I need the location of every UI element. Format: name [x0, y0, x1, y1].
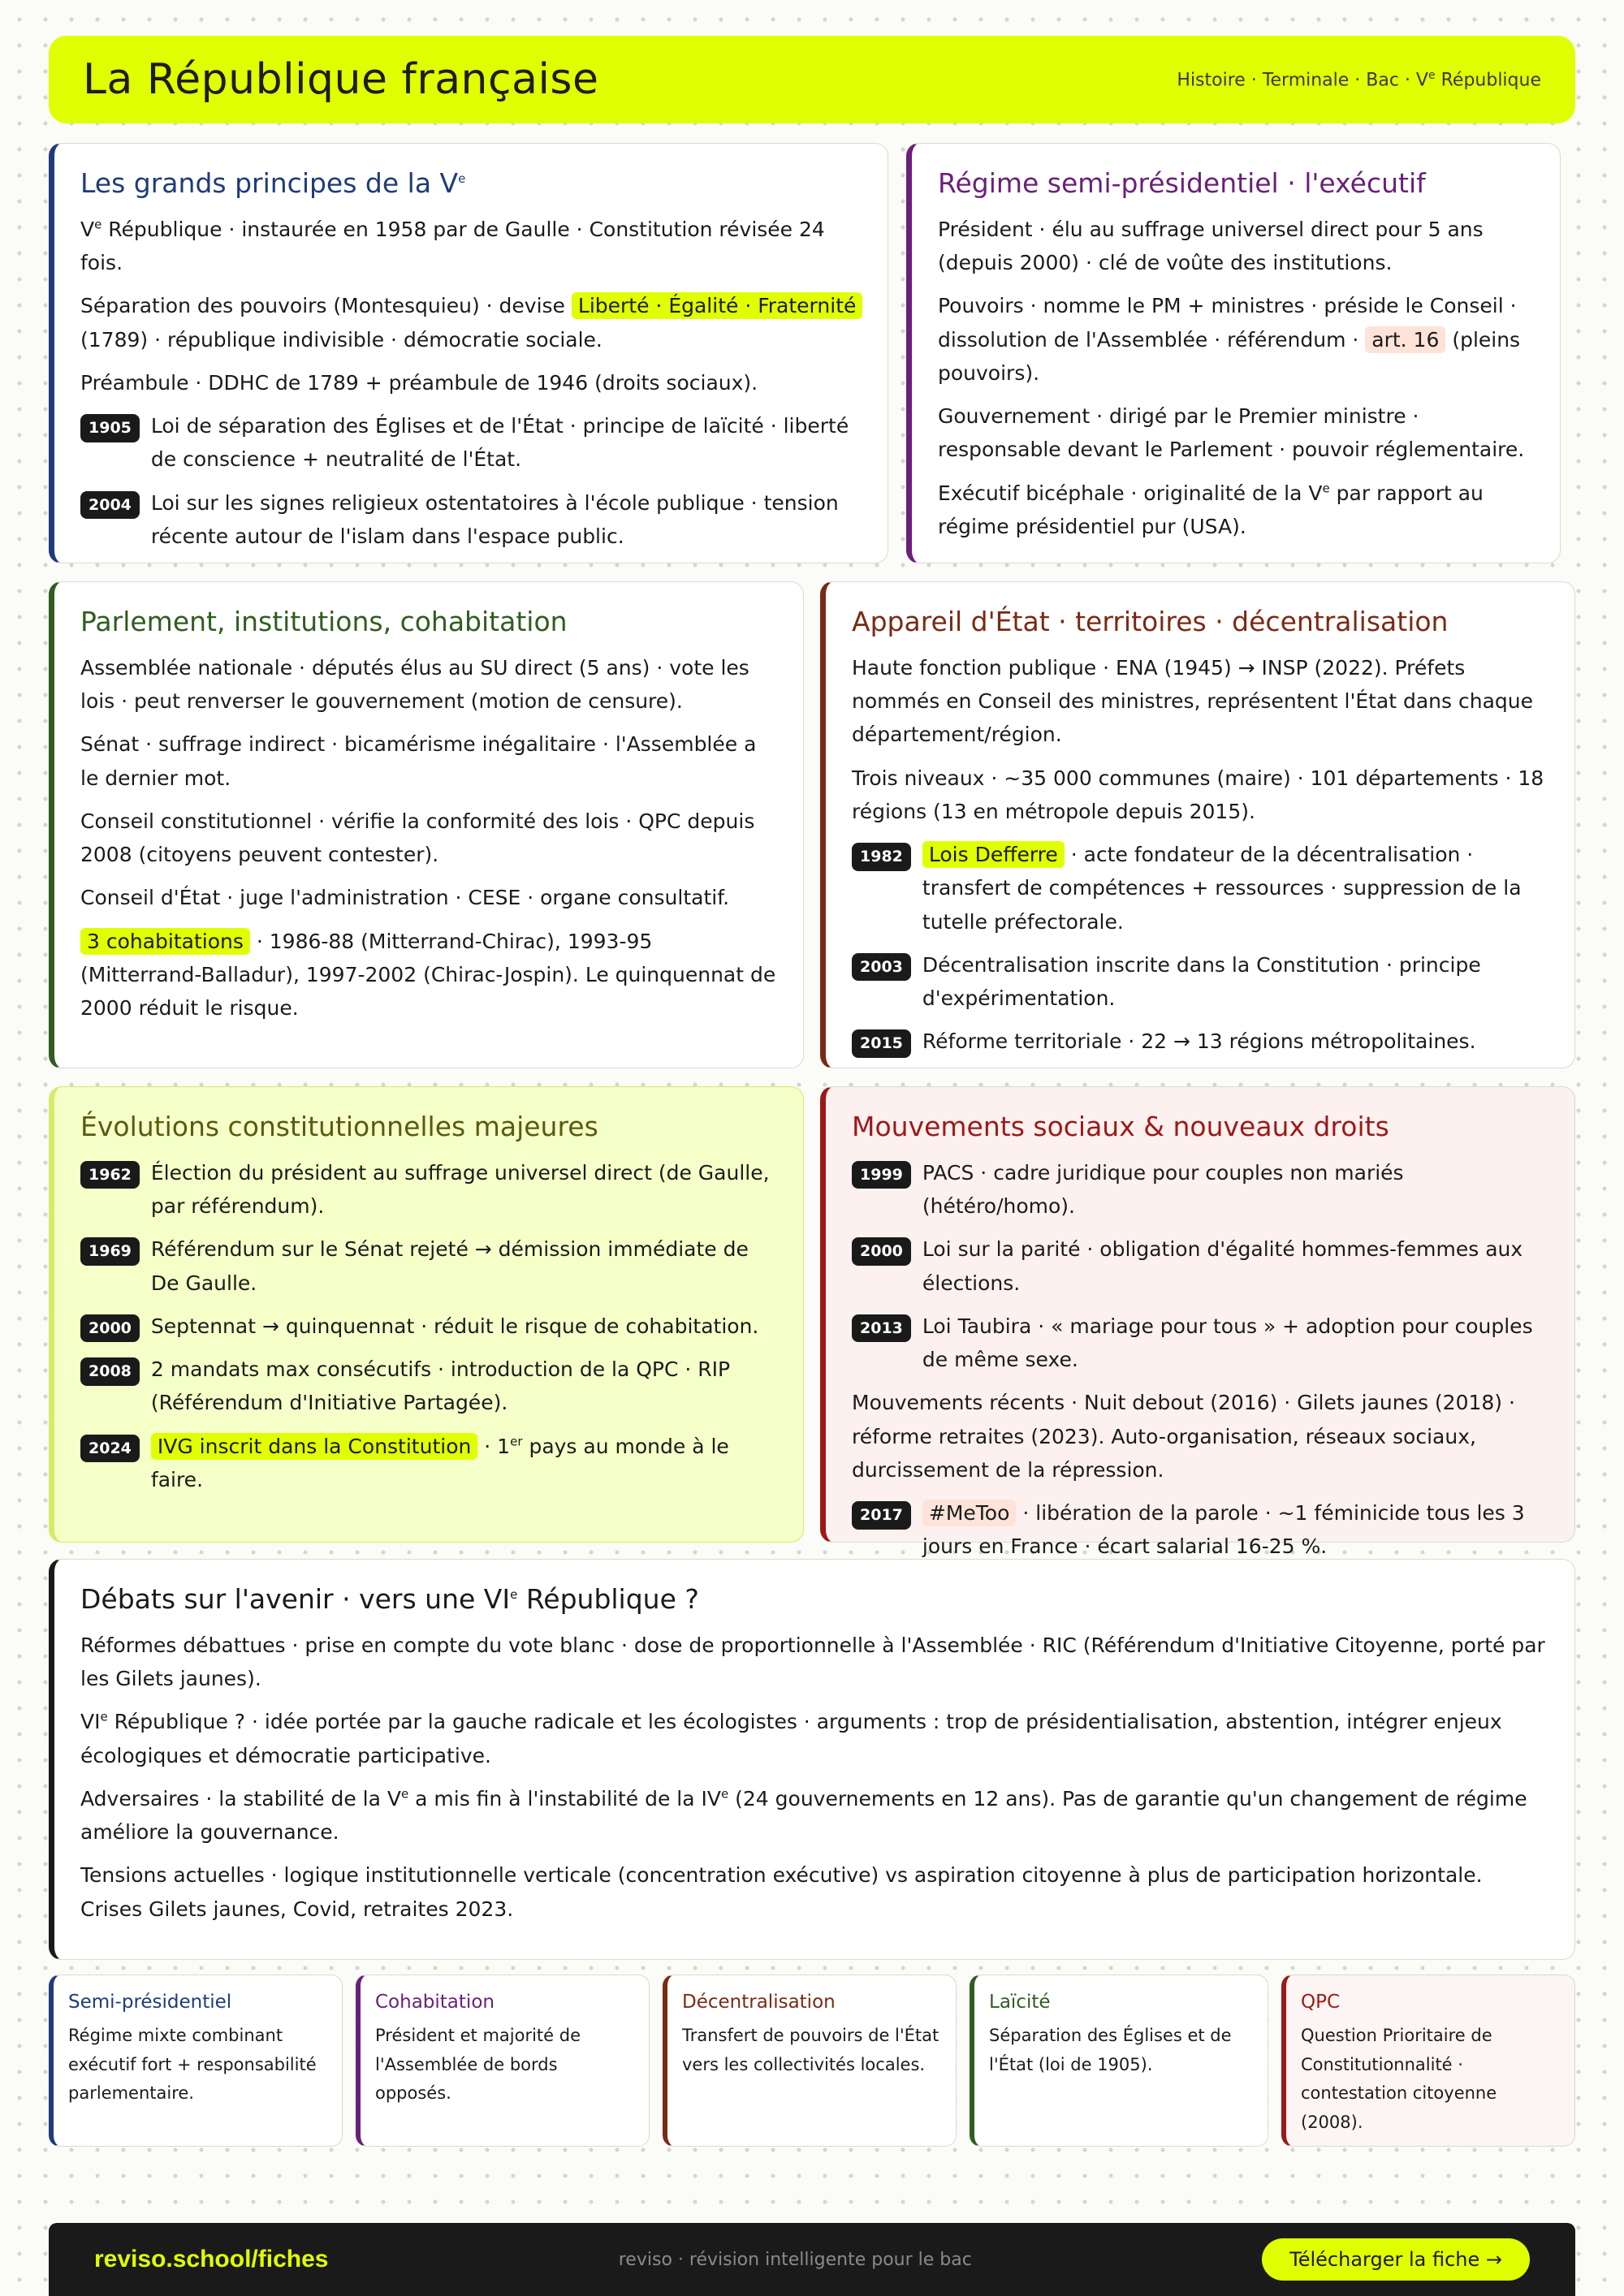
glossary-qpc	[1281, 1974, 1575, 2147]
paragraph: Conseil d'État · juge l'administration · CESE · organe consultatif.	[80, 886, 730, 910]
glossary-laicite	[970, 1974, 1268, 2147]
event-text: #MeToo · libération de la parole · ~1 féminicide tous les 3 jours en France · écart salarial 16-25 %.	[922, 1501, 1525, 1559]
event-text: 2 mandats max consécutifs · introduction de la QPC · RIP (Référendum d'Initiative Partagée).	[150, 1357, 731, 1415]
timeline-row	[852, 948, 1550, 1016]
year-badge: 2000	[80, 1314, 140, 1342]
glossary-definition: Transfert de pouvoirs de l'État vers les collectivités locales.	[682, 2026, 939, 2074]
highlight: Liberté · Égalité · Fraternité	[572, 292, 862, 319]
year-badge: 2017	[852, 1501, 911, 1529]
card-parlement	[49, 581, 804, 1068]
glossary-semi-presidentiel	[49, 1974, 343, 2147]
paragraph: Exécutif bicéphale · originalité de la Ve par rapport au régime présidentiel pur (USA).	[938, 481, 1484, 538]
page-title: La République française	[83, 55, 599, 104]
card-title: Mouvements sociaux & nouveaux droits	[852, 1111, 1389, 1142]
paragraph: 3 cohabitations · 1986-88 (Mitterrand-Chirac), 1993-95 (Mitterrand-Balladur), 1997-2002 (Chirac-Jospin). Le quinquennat de 2000 réduit le risque.	[80, 929, 776, 1021]
timeline-row	[80, 1156, 779, 1224]
timeline-row	[80, 1353, 779, 1420]
highlight: Lois Defferre	[922, 841, 1065, 868]
card-title: Régime semi-présidentiel · l'exécutif	[938, 167, 1426, 199]
paragraph: Trois niveaux · ~35 000 communes (maire) · 101 départements · 18 régions (13 en métropole depuis 2015).	[852, 766, 1544, 823]
header-banner	[49, 36, 1575, 123]
event-text: Décentralisation inscrite dans la Constitution · principe d'expérimentation.	[922, 952, 1481, 1011]
event-text: Loi Taubira · « mariage pour tous » + adoption pour couples de même sexe.	[922, 1314, 1533, 1372]
timeline-row	[852, 1496, 1550, 1564]
year-badge: 2003	[852, 953, 911, 981]
event-text: Loi de séparation des Églises et de l'État · principe de laïcité · liberté de conscience + neutralité de l'État.	[150, 414, 849, 472]
footer-tagline: reviso · révision intelligente pour le bac	[618, 2249, 972, 2270]
highlight: art. 16	[1365, 326, 1445, 353]
paragraph: Sénat · suffrage indirect · bicamérisme inégalitaire · l'Assemblée a le dernier mot.	[80, 732, 757, 790]
event-text: Loi sur les signes religieux ostentatoires à l'école publique · tension récente autour de l'islam dans l'espace public.	[150, 490, 839, 548]
glossary-definition: Question Prioritaire de Constitutionnalité · contestation citoyenne (2008).	[1301, 2026, 1497, 2133]
paragraph: Mouvements récents · Nuit debout (2016) · Gilets jaunes (2018) · réforme retraites (2023). Auto-organisation, réseaux sociaux, durcissement de la répression.	[852, 1391, 1515, 1482]
event-text: Réforme territoriale · 22 → 13 régions métropolitaines.	[922, 1029, 1476, 1054]
year-badge: 2000	[852, 1237, 911, 1265]
highlight: 3 cohabitations	[80, 928, 250, 955]
card-title: Débats sur l'avenir · vers une VIe République ?	[80, 1583, 699, 1615]
download-button[interactable]: Télécharger la fiche →	[1262, 2238, 1530, 2281]
year-badge: 2015	[852, 1029, 911, 1057]
paragraph: Réformes débattues · prise en compte du vote blanc · dose de proportionnelle à l'Assemblée · RIC (Référendum d'Initiative Citoyenne, porté par les Gilets jaunes).	[80, 1633, 1545, 1691]
event-text: PACS · cadre juridique pour couples non mariés (hétéro/homo).	[922, 1160, 1404, 1219]
paragraph: Haute fonction publique · ENA (1945) → INSP (2022). Préfets nommés en Conseil des ministres, représentent l'État dans chaque département/région.	[852, 655, 1533, 747]
highlight: #MeToo	[922, 1500, 1017, 1526]
card-principes	[49, 143, 888, 563]
glossary-term: QPC	[1301, 1992, 1341, 2013]
paragraph: VIe République ? · idée portée par la gauche radicale et les écologistes · arguments : trop de présidentialisation, abstention, intégrer enjeux écologiques et démocratie participative.	[80, 1710, 1502, 1767]
highlight: IVG inscrit dans la Constitution	[151, 1433, 477, 1460]
timeline-row	[852, 1310, 1550, 1377]
paragraph: Ve République · instaurée en 1958 par de Gaulle · Constitution révisée 24 fois.	[80, 217, 825, 275]
card-title: Les grands principes de la Ve	[80, 167, 466, 199]
year-badge: 2024	[80, 1435, 140, 1462]
timeline-row	[80, 1232, 779, 1300]
card-evolutions	[49, 1086, 804, 1543]
subject-tags: Histoire · Terminale · Bac · $V^e$ République	[1177, 68, 1541, 91]
year-badge: 2008	[80, 1357, 140, 1385]
timeline-row	[80, 1310, 779, 1343]
timeline-row	[852, 1025, 1550, 1058]
glossary-definition: Séparation des Églises et de l'État (loi de 1905).	[989, 2026, 1232, 2074]
event-text: Référendum sur le Sénat rejeté → démission immédiate de De Gaulle.	[150, 1237, 749, 1295]
timeline-row	[80, 1430, 779, 1497]
paragraph: Adversaires · la stabilité de la Ve a mis fin à l'instabilité de la IVe (24 gouvernements en 12 ans). Pas de garantie qu'un changement de régime améliore la gouvernance.	[80, 1786, 1527, 1845]
glossary-definition: Président et majorité de l'Assemblée de bords opposés.	[375, 2026, 581, 2104]
year-badge: 1905	[80, 414, 140, 442]
card-mouvements	[820, 1086, 1575, 1559]
paragraph: Tensions actuelles · logique institutionnelle verticale (concentration exécutive) vs aspiration citoyenne à plus de participation horizontale. Crises Gilets jaunes, Covid, retraites 2023.	[80, 1863, 1483, 1921]
site-link[interactable]: reviso.school/fiches	[94, 2246, 329, 2272]
year-badge: 2013	[852, 1314, 911, 1342]
event-text: IVG inscrit dans la Constitution · 1er pays au monde à le faire.	[150, 1434, 729, 1491]
card-debats	[49, 1559, 1575, 1960]
year-badge: 1982	[852, 843, 911, 870]
timeline-row	[852, 1232, 1550, 1300]
timeline-row	[852, 838, 1550, 939]
glossary-term: Cohabitation	[375, 1992, 495, 2013]
year-badge: 1999	[852, 1161, 911, 1189]
event-text: Septennat → quinquennat · réduit le risque de cohabitation.	[150, 1314, 759, 1338]
paragraph: Président · élu au suffrage universel direct pour 5 ans (depuis 2000) · clé de voûte des institutions.	[938, 217, 1484, 275]
paragraph: Pouvoirs · nomme le PM + ministres · préside le Conseil · dissolution de l'Assemblée · référendum · art. 16 (pleins pouvoirs).	[938, 294, 1521, 385]
paragraph: Conseil constitutionnel · vérifie la conformité des lois · QPC depuis 2008 (citoyens peuvent contester).	[80, 809, 755, 867]
card-title: Parlement, institutions, cohabitation	[80, 606, 568, 637]
timeline-row	[852, 1156, 1550, 1224]
timeline-row	[80, 409, 863, 477]
glossary-decentralisation	[663, 1974, 957, 2147]
year-badge: 1962	[80, 1161, 140, 1189]
year-badge: 2004	[80, 491, 140, 519]
card-appareil	[820, 581, 1575, 1068]
glossary-term: Semi-présidentiel	[68, 1992, 232, 2013]
event-text: Lois Defferre · acte fondateur de la décentralisation · transfert de compétences + ressources · suppression de la tutelle préfectorale.	[922, 843, 1522, 934]
glossary-term: Laïcité	[989, 1992, 1051, 2013]
card-title: Évolutions constitutionnelles majeures	[80, 1111, 598, 1142]
card-regime	[906, 143, 1561, 563]
event-text: Loi sur la parité · obligation d'égalité hommes-femmes aux élections.	[922, 1237, 1523, 1295]
glossary-cohabitation	[356, 1974, 650, 2147]
timeline-row	[80, 486, 863, 554]
paragraph: Préambule · DDHC de 1789 + préambule de 1946 (droits sociaux).	[80, 370, 758, 395]
year-badge: 1969	[80, 1237, 140, 1265]
glossary-term: Décentralisation	[682, 1992, 836, 2013]
paragraph: Assemblée nationale · députés élus au SU direct (5 ans) · vote les lois · peut renverser le gouvernement (motion de censure).	[80, 655, 749, 714]
paragraph: Séparation des pouvoirs (Montesquieu) · devise Liberté · Égalité · Fraternité (1789) · république indivisible · démocratie sociale.	[80, 289, 863, 356]
paragraph: Gouvernement · dirigé par le Premier ministre · responsable devant le Parlement · pouvoir réglementaire.	[938, 404, 1525, 462]
card-title: Appareil d'État · territoires · décentralisation	[852, 606, 1449, 637]
event-text: Élection du président au suffrage universel direct (de Gaulle, par référendum).	[150, 1160, 770, 1219]
footer-bar	[49, 2223, 1575, 2296]
glossary-definition: Régime mixte combinant exécutif fort + responsabilité parlementaire.	[68, 2026, 317, 2104]
